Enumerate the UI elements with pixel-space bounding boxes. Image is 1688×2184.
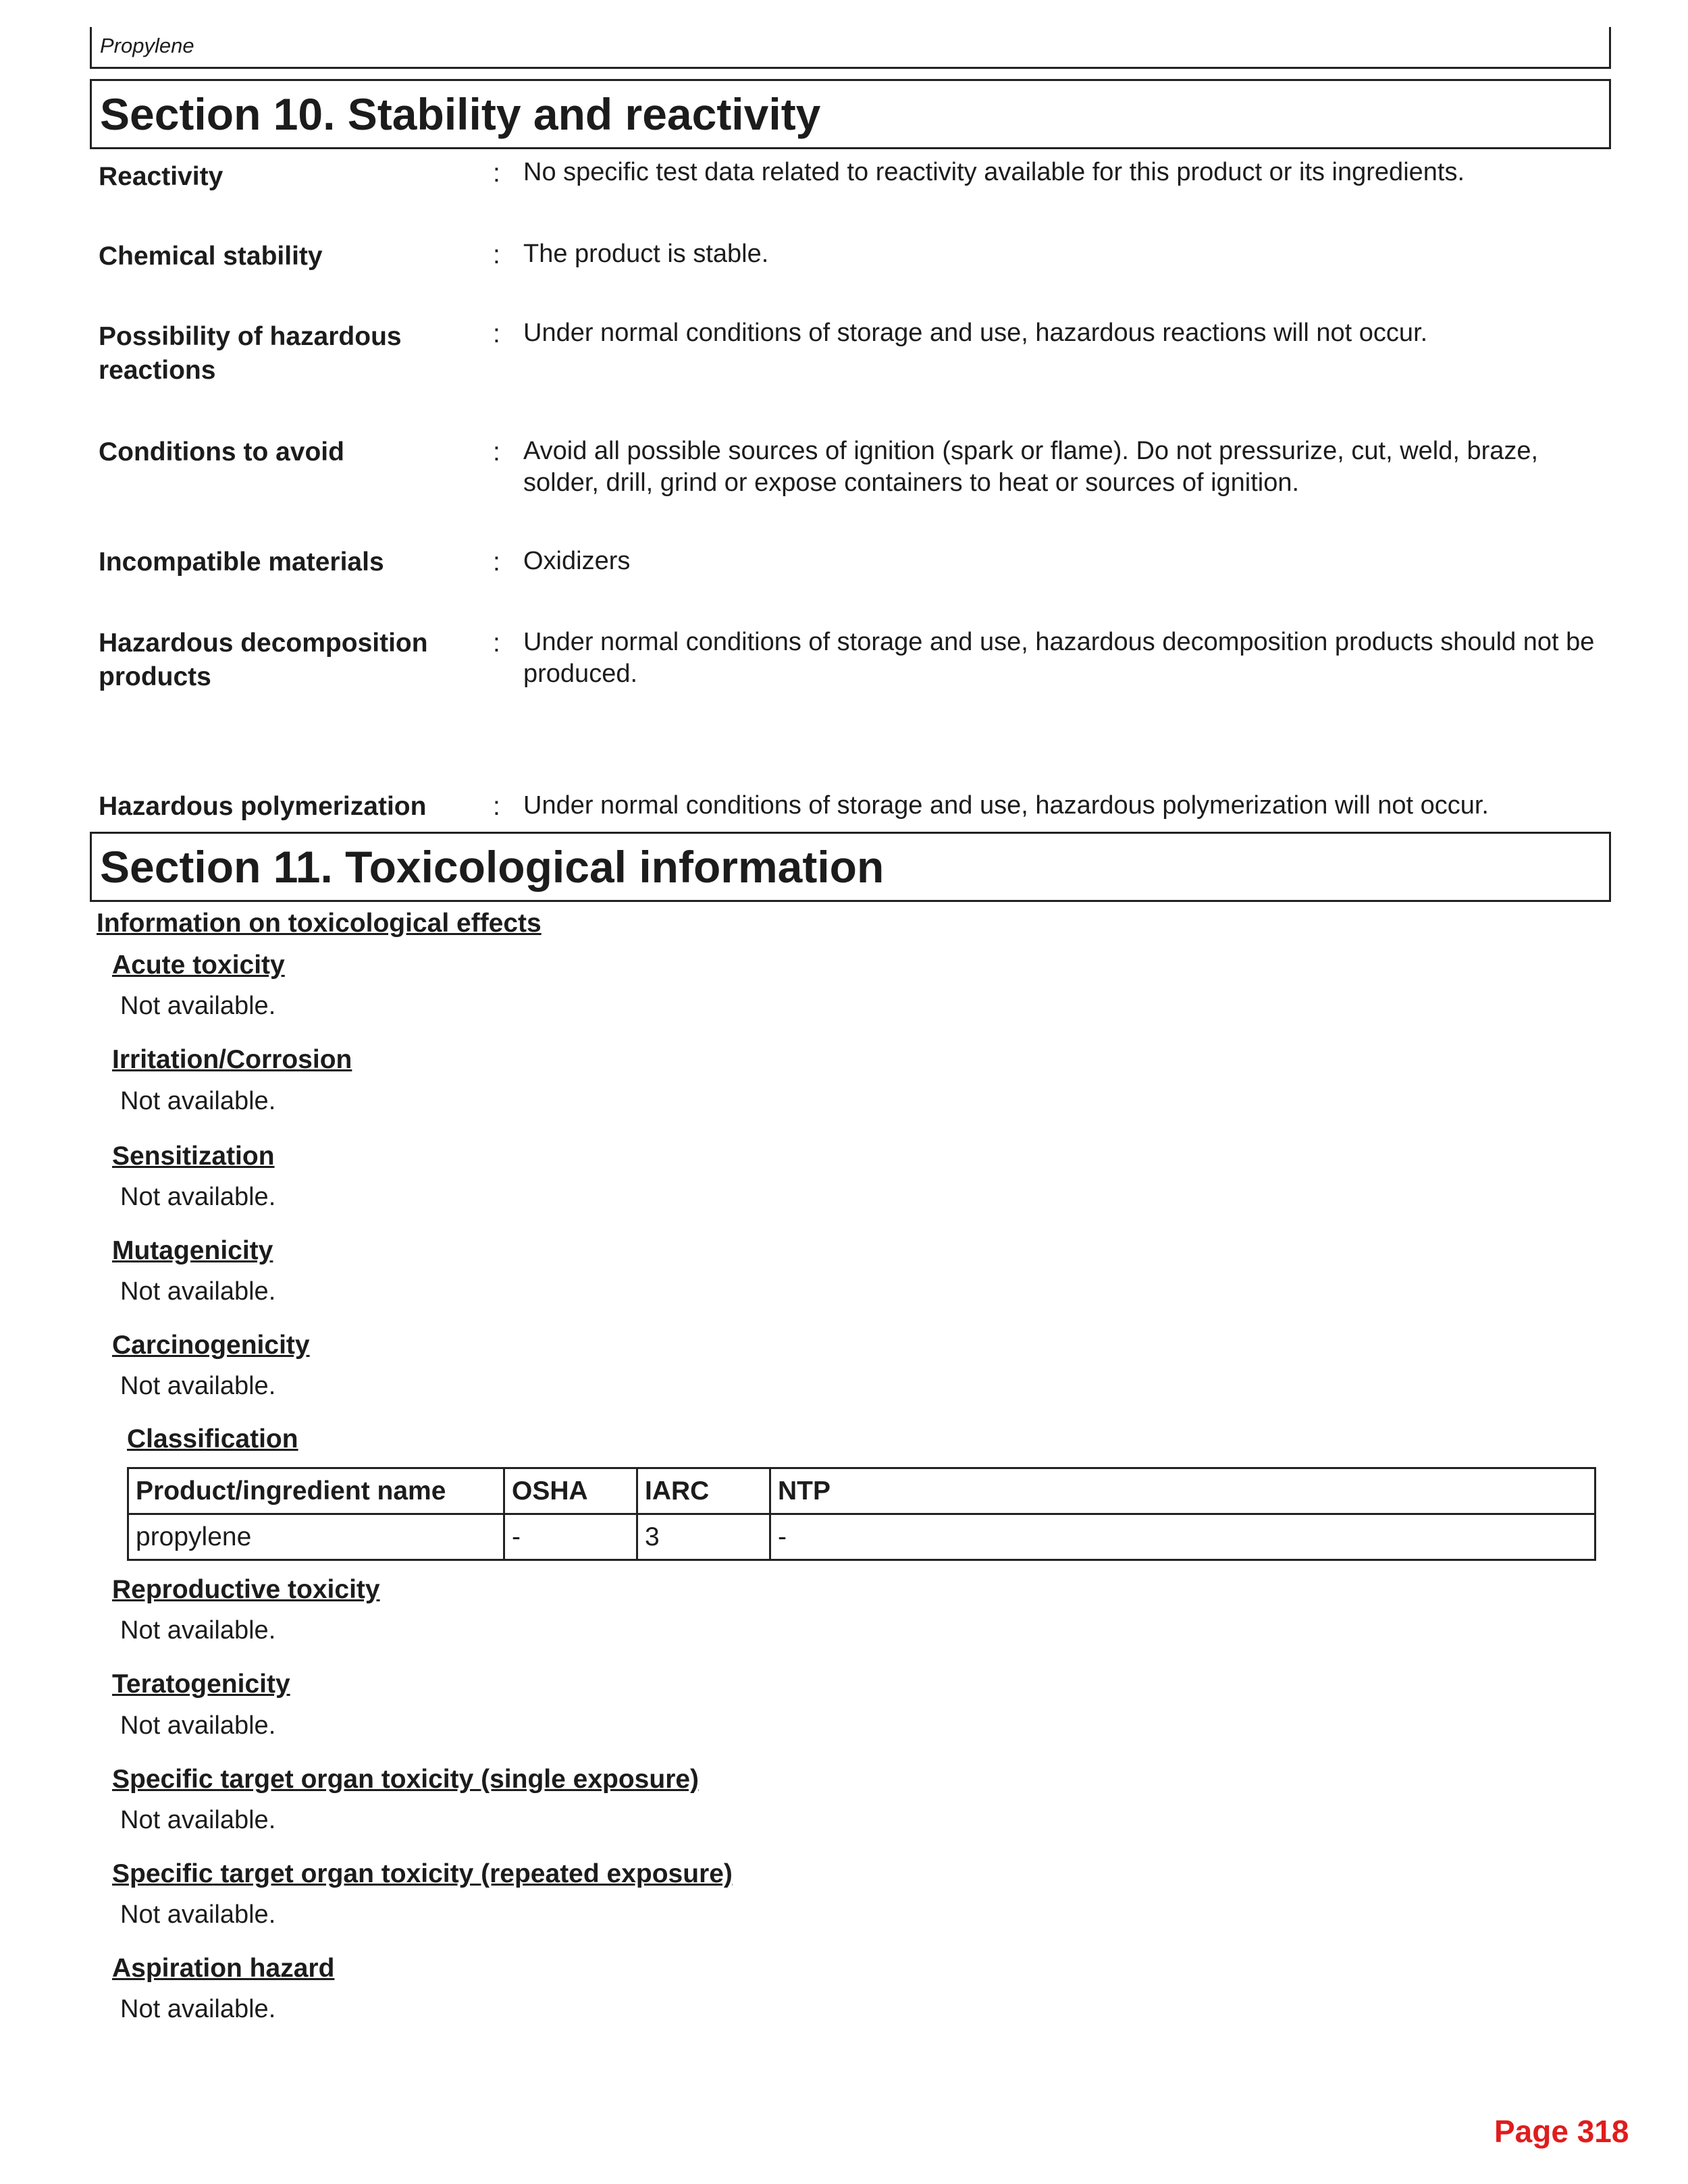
table-cell: - xyxy=(770,1514,1595,1560)
column-header: NTP xyxy=(770,1468,1595,1514)
header-box xyxy=(90,27,1611,69)
section-10-title: Section 10. Stability and reactivity xyxy=(90,79,1611,149)
heading-classification: Classification xyxy=(127,1424,298,1454)
classification-table xyxy=(127,1467,1596,1561)
row-label: Incompatible materials xyxy=(99,548,384,577)
row-label: Hazardous polymerization xyxy=(99,792,427,821)
heading-stot-single: Specific target organ toxicity (single exposure) xyxy=(112,1765,700,1794)
row-label: Possibility of hazardous reactions xyxy=(99,322,402,385)
value-stot-single: Not available. xyxy=(120,1806,276,1834)
row-colon: : xyxy=(493,548,500,577)
row-value: Under normal conditions of storage and use, hazardous polymerization will not occur. xyxy=(523,791,1489,820)
heading-carcinogenicity: Carcinogenicity xyxy=(112,1331,310,1360)
row-value: Oxidizers xyxy=(523,547,631,575)
row-colon: : xyxy=(493,159,500,188)
value-aspiration-hazard: Not available. xyxy=(120,1995,276,2023)
value-irritation-corrosion: Not available. xyxy=(120,1087,276,1115)
table-cell: - xyxy=(504,1514,637,1560)
value-teratogenicity: Not available. xyxy=(120,1711,276,1740)
heading-aspiration-hazard: Aspiration hazard xyxy=(112,1954,335,1983)
row-colon: : xyxy=(493,319,500,348)
heading-reproductive-toxicity: Reproductive toxicity xyxy=(112,1575,380,1604)
column-header: Product/ingredient name xyxy=(128,1468,504,1514)
row-colon: : xyxy=(493,792,500,821)
table-cell: propylene xyxy=(128,1514,504,1560)
row-value: Under normal conditions of storage and use, hazardous decomposition products should not be produced. xyxy=(523,628,1595,688)
row-value: No specific test data related to reactivity available for this product or its ingredients. xyxy=(523,158,1465,186)
value-carcinogenicity: Not available. xyxy=(120,1372,276,1400)
row-value: Under normal conditions of storage and use, hazardous reactions will not occur. xyxy=(523,319,1428,347)
row-value: Avoid all possible sources of ignition (spark or flame). Do not pressurize, cut, weld, braze, solder, drill, grind or expose containers to heat or sources of ignition. xyxy=(523,437,1539,497)
row-colon: : xyxy=(493,629,500,658)
heading-sensitization: Sensitization xyxy=(112,1142,275,1171)
column-header: OSHA xyxy=(504,1468,637,1514)
row-label: Conditions to avoid xyxy=(99,437,344,467)
product-name: Propylene xyxy=(100,34,194,57)
heading-irritation-corrosion: Irritation/Corrosion xyxy=(112,1045,352,1074)
section-11-title: Section 11. Toxicological information xyxy=(90,832,1611,902)
value-acute-toxicity: Not available. xyxy=(120,992,276,1020)
value-mutagenicity: Not available. xyxy=(120,1277,276,1306)
table-row xyxy=(128,1514,1595,1560)
heading-teratogenicity: Teratogenicity xyxy=(112,1670,290,1699)
table-header-row xyxy=(128,1468,1595,1514)
row-colon: : xyxy=(493,240,500,269)
row-label: Hazardous decomposition products xyxy=(99,629,428,691)
heading-stot-repeated: Specific target organ toxicity (repeated exposure) xyxy=(112,1859,733,1888)
row-value: The product is stable. xyxy=(523,240,769,268)
row-colon: : xyxy=(493,437,500,467)
table-cell: 3 xyxy=(637,1514,770,1560)
value-reproductive-toxicity: Not available. xyxy=(120,1616,276,1645)
column-header: IARC xyxy=(637,1468,770,1514)
info-heading: Information on toxicological effects xyxy=(97,909,542,938)
heading-acute-toxicity: Acute toxicity xyxy=(112,951,285,980)
heading-mutagenicity: Mutagenicity xyxy=(112,1236,273,1265)
value-stot-repeated: Not available. xyxy=(120,1900,276,1929)
row-label: Reactivity xyxy=(99,162,223,191)
value-sensitization: Not available. xyxy=(120,1183,276,1211)
page-number: Page 318 xyxy=(1494,2114,1629,2149)
row-label: Chemical stability xyxy=(99,242,323,271)
